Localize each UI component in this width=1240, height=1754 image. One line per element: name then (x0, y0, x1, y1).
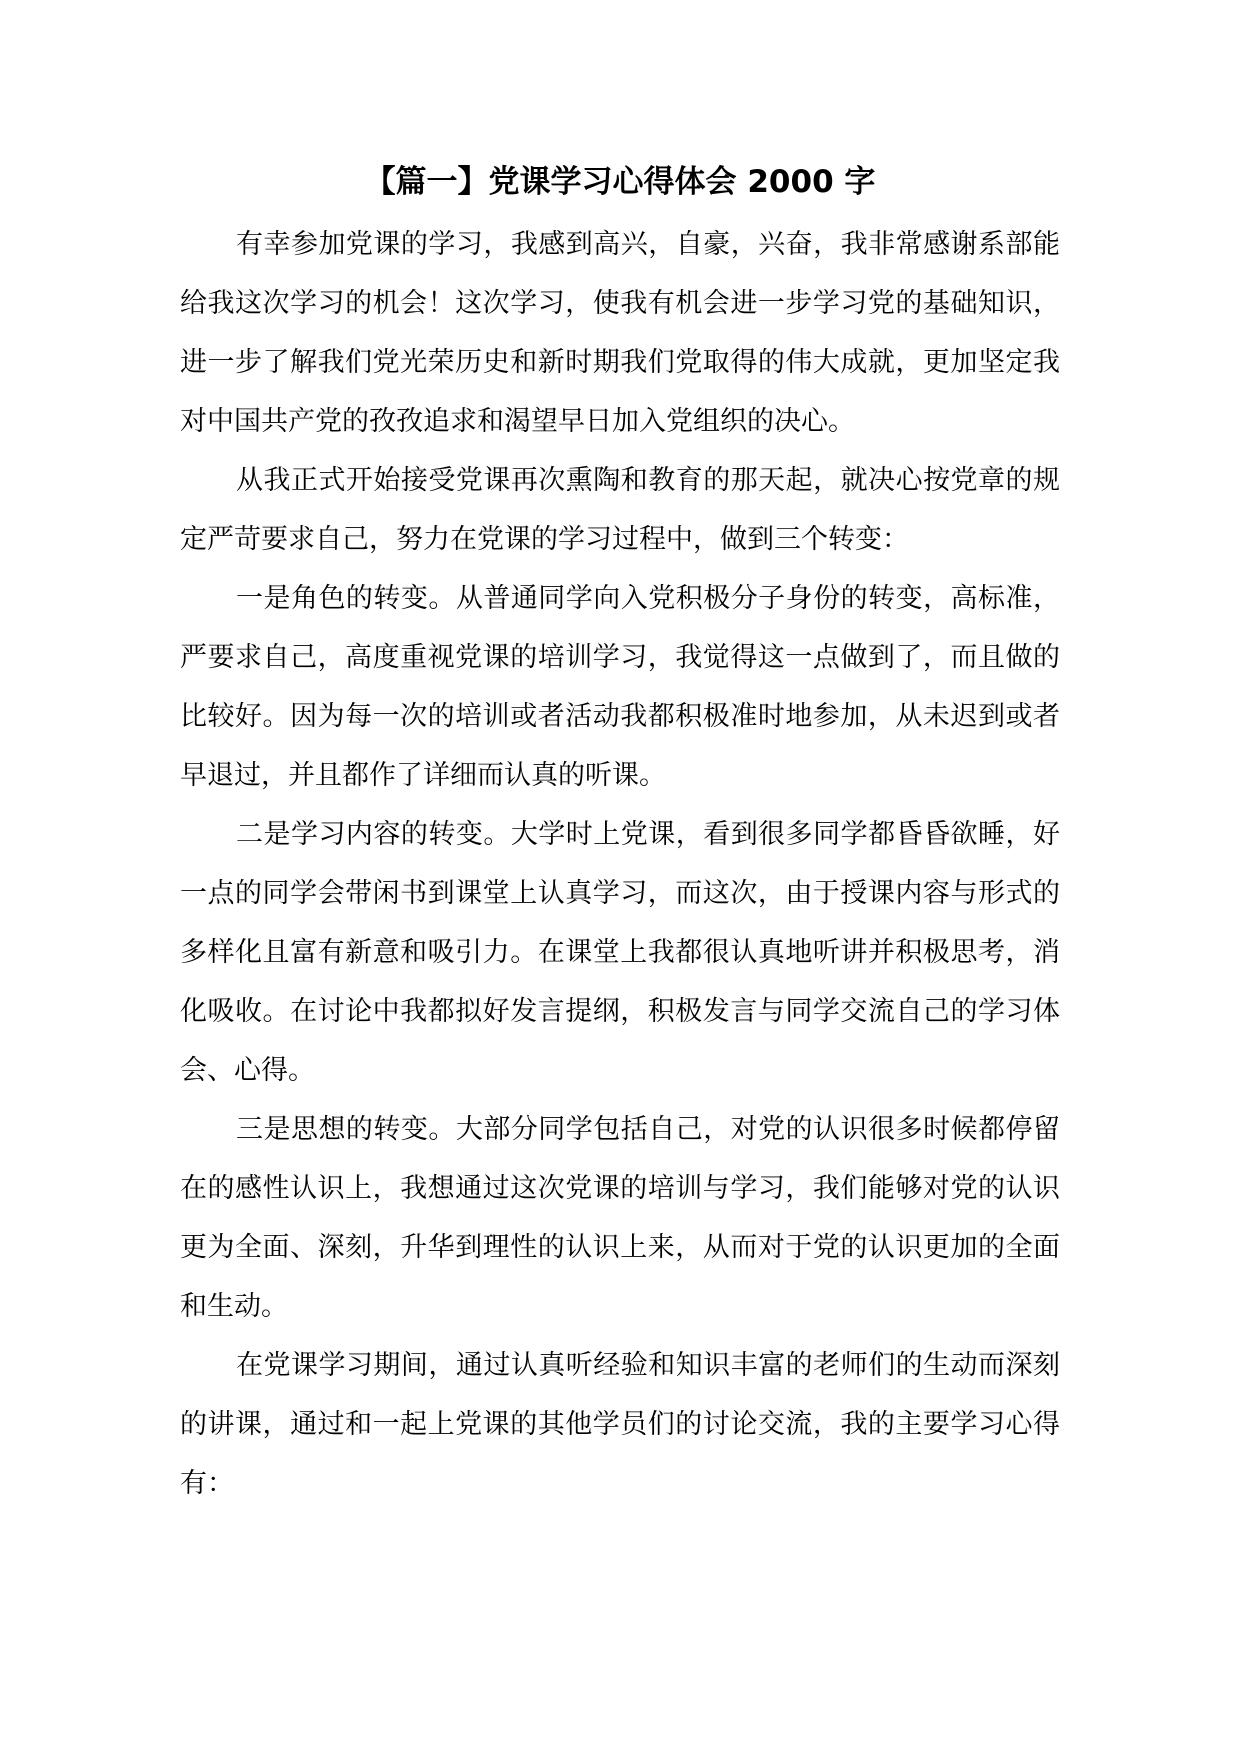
paragraph-5: 三是思想的转变。大部分同学包括自己，对党的认识很多时候都停留在的感性认识上，我想通过这次党课的培训与学习，我们能够对党的认识更为全面、深刻，升华到理性的认识上来，从而对于党的认识更加的全面和生动。 (180, 1114, 1060, 1322)
paragraph-1: 有幸参加党课的学习，我感到高兴，自豪，兴奋，我非常感谢系部能给我这次学习的机会！这次学习，使我有机会进一步学习党的基础知识，进一步了解我们党光荣历史和新时期我们党取得的伟大成就，更加坚定我对中国共产党的孜孜追求和渴望早日加入党组织的决心。 (180, 229, 1060, 437)
paragraph-2: 从我正式开始接受党课再次熏陶和教育的那天起，就决心按党章的规定严苛要求自己，努力在党课的学习过程中，做到三个转变： (180, 465, 1060, 555)
document-title: 【篇一】党课学习心得体会 2000 字 (364, 164, 876, 200)
paragraph-3: 一是角色的转变。从普通同学向入党积极分子身份的转变，高标准，严要求自己，高度重视党课的培训学习，我觉得这一点做到了，而且做的比较好。因为每一次的培训或者活动我都积极准时地参加，从未迟到或者早退过，并且都作了详细而认真的听课。 (180, 583, 1060, 791)
paragraph-6: 在党课学习期间，通过认真听经验和知识丰富的老师们的生动而深刻的讲课，通过和一起上党课的其他学员们的讨论交流，我的主要学习心得有： (180, 1350, 1060, 1499)
document-body (180, 215, 1060, 1513)
paragraph-4: 二是学习内容的转变。大学时上党课，看到很多同学都昏昏欲睡，好一点的同学会带闲书到课堂上认真学习，而这次，由于授课内容与形式的多样化且富有新意和吸引力。在课堂上我都很认真地听讲并积极思考，消化吸收。在讨论中我都拟好发言提纲，积极发言与同学交流自己的学习体会、心得。 (180, 819, 1060, 1086)
